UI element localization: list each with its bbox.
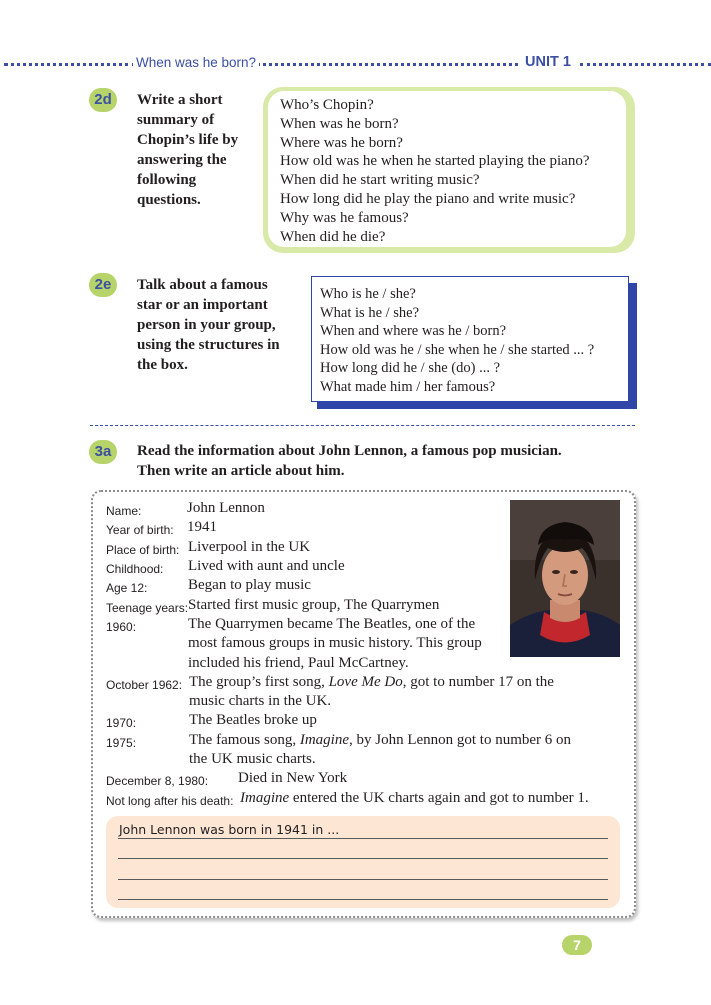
john-lennon-photo bbox=[510, 500, 620, 657]
writing-prompt: John Lennon was born in 1941 in ... bbox=[119, 822, 340, 837]
page-number: 7 bbox=[562, 935, 592, 955]
instruction-3a bbox=[137, 441, 562, 481]
section-divider bbox=[90, 425, 635, 426]
structure-item: What made him / her famous? bbox=[320, 378, 496, 395]
fact-label: Place of birth: bbox=[106, 543, 180, 557]
fact-text: , by John Lennon got to number 6 on bbox=[348, 732, 572, 748]
fact-value: music charts in the UK. bbox=[189, 693, 332, 710]
fact-value: 1941 bbox=[187, 519, 217, 535]
structures-box-2e bbox=[311, 276, 629, 402]
fact-value: Died in New York bbox=[238, 770, 348, 786]
instruction-line: Chopin’s life by bbox=[137, 132, 239, 148]
structure-item: When and where was he / born? bbox=[320, 323, 507, 340]
header-title: When was he born? bbox=[133, 55, 259, 70]
fact-label: Year of birth: bbox=[106, 523, 174, 537]
fact-value: Began to play music bbox=[188, 577, 311, 593]
instruction-line: star or an important bbox=[137, 297, 268, 313]
song-title: Love Me Do bbox=[328, 674, 403, 690]
fact-label: Name: bbox=[106, 504, 142, 518]
fact-value: The Beatles broke up bbox=[189, 712, 317, 728]
instruction-line: questions. bbox=[137, 192, 201, 208]
questions-box-2d bbox=[268, 91, 626, 247]
badge-2e: 2e bbox=[89, 273, 117, 297]
fact-value: Started first music group, The Quarrymen bbox=[188, 597, 440, 613]
header-unit: UNIT 1 bbox=[519, 54, 577, 70]
badge-2d: 2d bbox=[89, 88, 117, 112]
question-item: Why was he famous? bbox=[280, 209, 409, 226]
fact-label: Age 12: bbox=[106, 581, 148, 595]
writing-line[interactable] bbox=[118, 879, 608, 880]
fact-label: Not long after his death: bbox=[106, 794, 234, 808]
fact-value: Liverpool in the UK bbox=[188, 539, 311, 555]
song-title: Imagine bbox=[240, 790, 290, 806]
question-item: How old was he when he started playing the piano? bbox=[280, 153, 590, 170]
question-item: When did he start writing music? bbox=[280, 172, 480, 189]
fact-value: Lived with aunt and uncle bbox=[188, 558, 345, 574]
structure-item: How long did he / she (do) ... ? bbox=[320, 360, 501, 377]
fact-value: The Quarrymen became The Beatles, one of the bbox=[188, 616, 476, 632]
fact-label: 1975: bbox=[106, 736, 137, 750]
question-item: Who’s Chopin? bbox=[280, 97, 374, 113]
fact-value: most famous groups in music history. This group bbox=[188, 635, 482, 652]
portrait-illustration bbox=[510, 500, 620, 657]
badge-3a: 3a bbox=[89, 440, 117, 464]
question-item: How long did he play the piano and write music? bbox=[280, 190, 576, 207]
structure-item: What is he / she? bbox=[320, 304, 420, 321]
instruction-line: Then write an article about him. bbox=[137, 463, 345, 479]
writing-line[interactable] bbox=[118, 838, 608, 839]
instruction-line: summary of bbox=[137, 112, 215, 128]
fact-label: December 8, 1980: bbox=[106, 774, 209, 788]
header-dots-right bbox=[580, 63, 711, 66]
fact-value: included his friend, Paul McCartney. bbox=[188, 654, 409, 671]
instruction-line: using the structures in bbox=[137, 337, 280, 353]
fact-text: The famous song, bbox=[189, 732, 300, 748]
fact-label: October 1962: bbox=[106, 678, 183, 692]
fact-value: the UK music charts. bbox=[189, 751, 316, 768]
fact-label: Childhood: bbox=[106, 562, 164, 576]
structure-item: Who is he / she? bbox=[320, 286, 416, 302]
song-title: Imagine bbox=[299, 732, 349, 748]
page-header bbox=[0, 54, 711, 74]
fact-label: Teenage years: bbox=[106, 601, 189, 615]
instruction-line: Read the information about John Lennon, a famous pop musician. bbox=[137, 443, 562, 459]
writing-line[interactable] bbox=[118, 858, 608, 859]
question-item: When did he die? bbox=[280, 228, 386, 245]
question-item: When was he born? bbox=[280, 115, 399, 132]
fact-value bbox=[189, 673, 554, 692]
header-dots-left bbox=[4, 63, 136, 66]
header-dots-middle bbox=[250, 63, 525, 66]
fact-label: 1970: bbox=[106, 716, 137, 730]
instruction-line: following bbox=[137, 172, 197, 188]
fact-value: John Lennon bbox=[187, 500, 265, 516]
instruction-line: Write a short bbox=[137, 92, 223, 108]
structure-item: How old was he / she when he / she started ... ? bbox=[320, 341, 595, 358]
instruction-line: the box. bbox=[137, 357, 188, 373]
fact-value bbox=[240, 789, 589, 808]
instruction-2e bbox=[137, 275, 280, 375]
fact-text: , got to number 17 on the bbox=[402, 674, 554, 690]
fact-text: entered the UK charts again and got to number 1. bbox=[289, 790, 589, 806]
writing-line[interactable] bbox=[118, 899, 608, 900]
fact-text: The group’s first song, bbox=[189, 674, 329, 690]
instruction-line: Talk about a famous bbox=[137, 277, 268, 293]
instruction-2d bbox=[137, 90, 238, 210]
instruction-line: person in your group, bbox=[137, 317, 276, 333]
instruction-line: answering the bbox=[137, 152, 227, 168]
question-item: Where was he born? bbox=[280, 134, 403, 151]
fact-label: 1960: bbox=[106, 620, 137, 634]
fact-value bbox=[189, 731, 571, 750]
